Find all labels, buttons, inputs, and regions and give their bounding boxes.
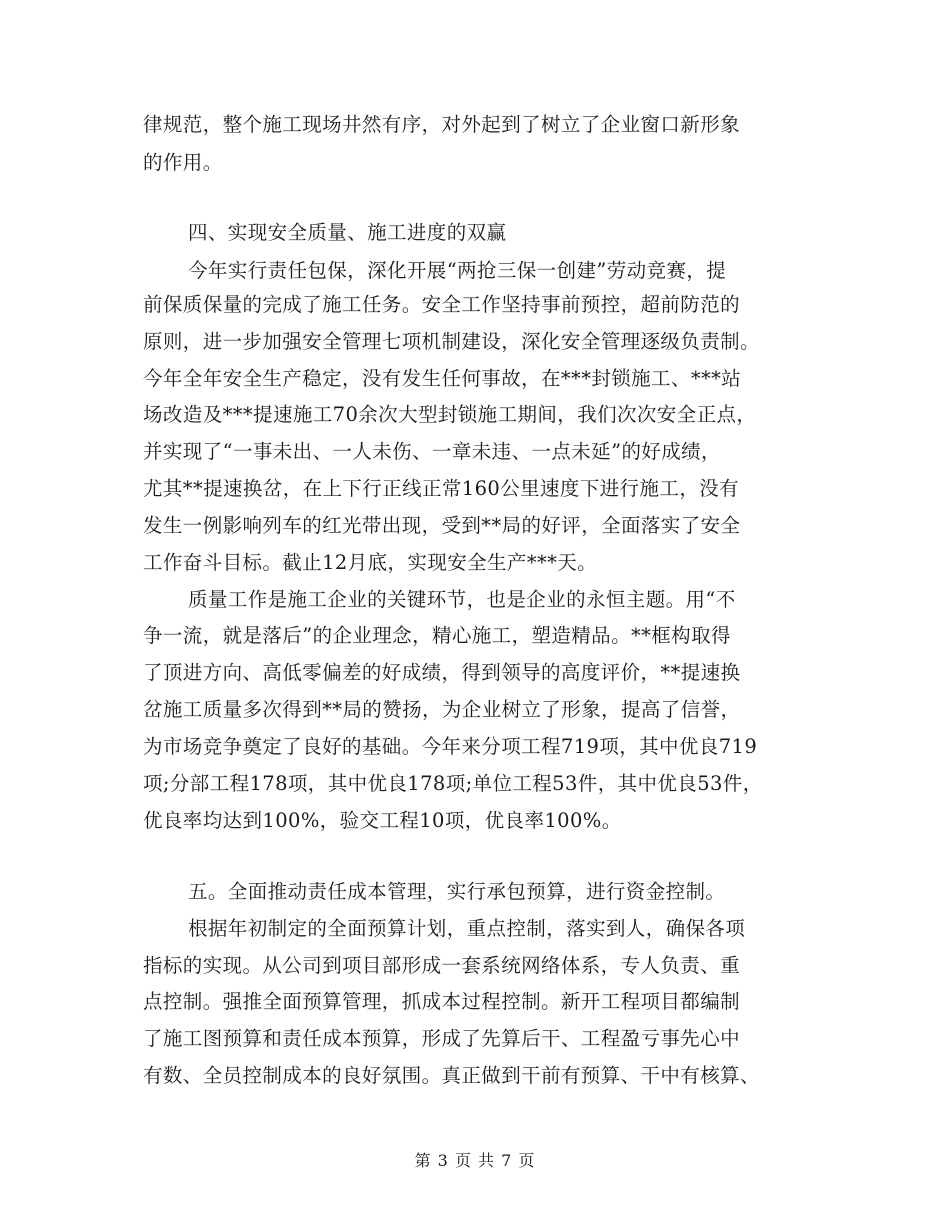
text-line: 了顶进方向、高低零偏差的好成绩，得到领导的高度评价，**提速换 [143, 661, 741, 684]
text-line: 为市场竞争奠定了良好的基础。今年来分项工程719项，其中优良719 [143, 735, 758, 758]
text-line: 点控制。强推全面预算管理，抓成本过程控制。新开工程项目都编制 [143, 990, 741, 1013]
text-line: 了施工图预算和责任成本预算，形成了先算后干、工程盈亏事先心中 [143, 1027, 741, 1050]
text-line: 质量工作是施工企业的关键环节，也是企业的永恒主题。用“不 [188, 588, 736, 611]
text-line: 根据年初制定的全面预算计划，重点控制，落实到人，确保各项 [188, 917, 746, 940]
section-heading: 五。全面推动责任成本管理，实行承包预算，进行资金控制。 [188, 880, 726, 903]
text-line: 有数、全员控制成本的良好氛围。真正做到干前有预算、干中有核算、 [143, 1064, 760, 1087]
text-line: 指标的实现。从公司到项目部形成一套系统网络体系，专人负责、重 [143, 954, 741, 977]
text-line: 项;分部工程178项，其中优良178项;单位工程53件，其中优良53件， [143, 772, 763, 795]
text-line: 优良率均达到100%，验交工程10项，优良率100%。 [143, 809, 622, 832]
text-line: 场改造及***提速施工70余次大型封锁施工期间，我们次次安全正点， [143, 403, 757, 426]
section-heading: 四、实现安全质量、施工进度的双赢 [188, 221, 507, 244]
text-line: 今年全年安全生产稳定，没有发生任何事故，在***封锁施工、***站 [143, 367, 742, 390]
text-line: 前保质保量的完成了施工任务。安全工作坚持事前预控，超前防范的 [143, 293, 741, 316]
text-line: 工作奋斗目标。截止12月底，实现安全生产***天。 [143, 551, 598, 574]
text-line: 原则，进一步加强安全管理七项机制建设，深化安全管理逐级负责制。 [143, 330, 760, 353]
text-line: 发生一例影响列车的红光带出现，受到**局的好评，全面落实了安全 [143, 514, 741, 537]
text-line: 争一流，就是落后”的企业理念，精心施工，塑造精品。**框构取得 [143, 624, 731, 647]
text-line: 今年实行责任包保，深化开展“两抢三保一创建”劳动竞赛，提 [188, 259, 727, 282]
page-number-footer: 第 3 页 共 7 页 [414, 1151, 536, 1170]
text-line: 并实现了“一事未出、一人未伤、一章未违、一点未延”的好成绩， [143, 440, 721, 463]
text-line: 的作用。 [143, 151, 223, 174]
text-line: 尤其**提速换岔，在上下行正线正常160公里速度下进行施工，没有 [143, 477, 740, 500]
text-line: 岔施工质量多次得到**局的赞扬，为企业树立了形象，提高了信誉， [143, 698, 741, 721]
text-line: 律规范，整个施工现场井然有序，对外起到了树立了企业窗口新形象 [143, 113, 741, 136]
